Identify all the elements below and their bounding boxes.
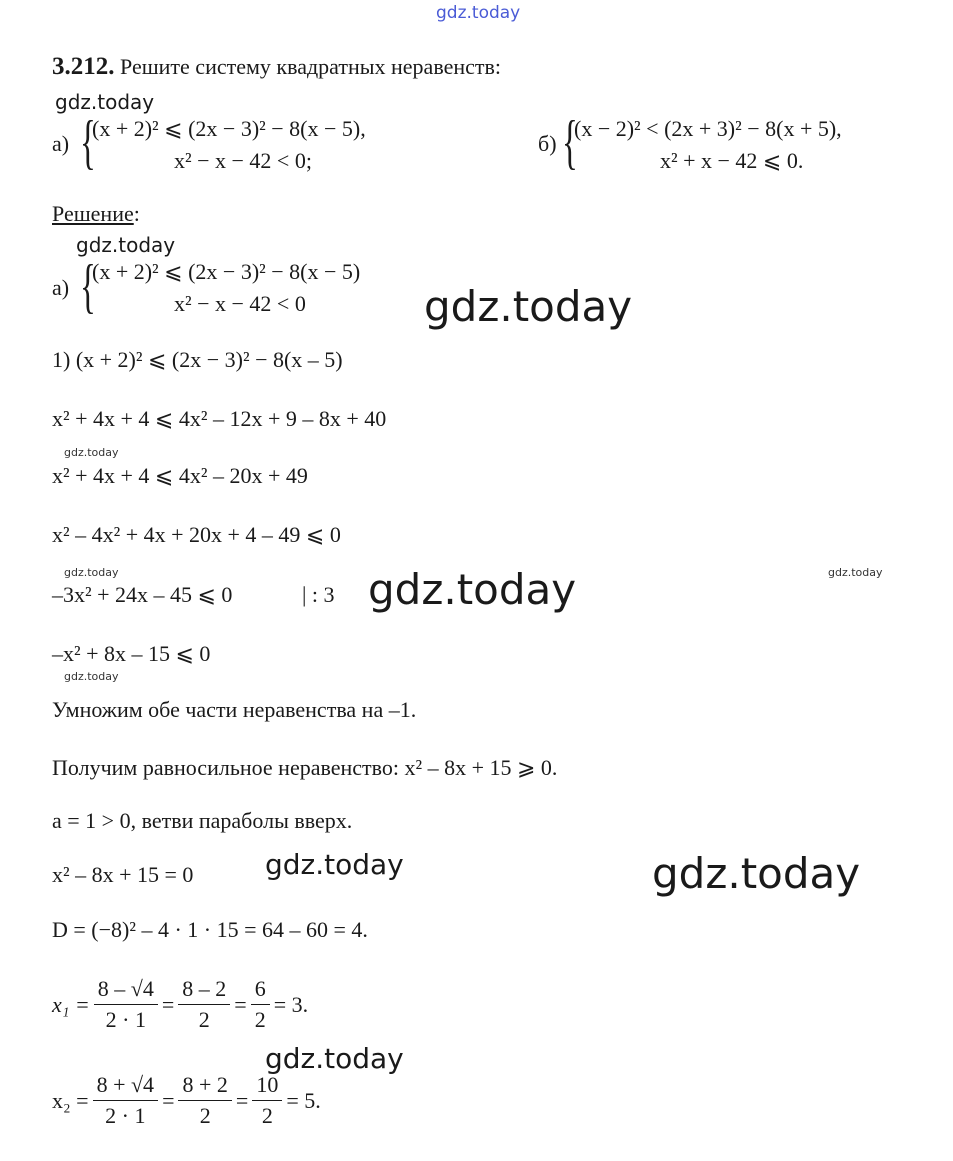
watermark: gdz.today xyxy=(64,670,119,683)
equals-sign: = xyxy=(235,1087,249,1113)
fraction xyxy=(93,1070,158,1131)
x2-result: = 5. xyxy=(286,1087,321,1113)
watermark: gdz.today xyxy=(265,848,404,881)
step-2: x² + 4x + 4 ⩽ 4x² – 12x + 9 – 8x + 40 xyxy=(52,406,387,431)
problem-statement: Решите систему квадратных неравенств: xyxy=(120,54,501,79)
watermark: gdz.today xyxy=(828,566,883,579)
step-1: 1) (x + 2)² ⩽ (2x − 3)² − 8(x – 5) xyxy=(52,347,343,372)
problem-number: 3.212. xyxy=(52,53,115,80)
watermark: gdz.today xyxy=(368,565,577,614)
x1-lhs: x₁ = xyxy=(52,991,90,1017)
solution-heading xyxy=(52,201,140,227)
system-brace: { xyxy=(80,253,96,319)
fraction xyxy=(178,1070,231,1131)
system-brace: { xyxy=(80,109,96,175)
watermark: gdz.today xyxy=(76,233,176,257)
solution-a-line2: x² − x − 42 < 0 xyxy=(174,291,306,316)
watermark: gdz.today xyxy=(652,849,861,898)
system-brace: { xyxy=(562,109,578,175)
problem-b-line1: (x − 2)² < (2x + 3)² − 8(x + 5), xyxy=(574,116,842,141)
step-9: a = 1 > 0, ветви параболы вверх. xyxy=(52,808,353,833)
x2-lhs: x₂ = xyxy=(52,1087,89,1113)
equals-sign: = xyxy=(162,1087,175,1113)
fraction-denominator: 2 xyxy=(199,1103,211,1128)
watermark: gdz.today xyxy=(64,446,119,459)
equals-sign: = xyxy=(161,991,175,1017)
fraction-numerator: 8 – √4 xyxy=(94,974,158,1005)
step-10: x² – 8x + 15 = 0 xyxy=(52,862,194,887)
step-11: D = (−8)² – 4 · 1 · 15 = 64 – 60 = 4. xyxy=(52,917,368,942)
step-4: x² – 4x² + 4x + 20x + 4 – 49 ⩽ 0 xyxy=(52,522,341,547)
fraction-denominator: 2 · 1 xyxy=(105,1103,146,1128)
root-x2 xyxy=(52,1070,321,1131)
step-5: –3x² + 24x – 45 ⩽ 0 xyxy=(52,582,233,607)
problem-a-line2: x² − x − 42 < 0; xyxy=(174,148,312,173)
solution-a-line1: (x + 2)² ⩽ (2x − 3)² − 8(x − 5) xyxy=(92,259,361,284)
solution-heading-colon: : xyxy=(133,201,140,226)
fraction xyxy=(251,974,270,1035)
problem-b-label: б) xyxy=(538,131,557,156)
solution-a-label: а) xyxy=(52,275,70,300)
fraction-denominator: 2 · 1 xyxy=(105,1007,146,1032)
equals-sign: = xyxy=(234,991,247,1017)
fraction-numerator: 6 xyxy=(251,974,270,1005)
fraction xyxy=(252,1070,282,1131)
fraction-numerator: 8 + 2 xyxy=(178,1070,231,1101)
watermark: gdz.today xyxy=(424,282,633,331)
fraction-numerator: 8 + √4 xyxy=(93,1070,158,1101)
watermark: gdz.today xyxy=(265,1042,404,1075)
problem-a-label: а) xyxy=(52,131,70,156)
x1-result: = 3. xyxy=(273,991,309,1017)
watermark-top: gdz.today xyxy=(436,3,521,23)
step-5-divide: | : 3 xyxy=(302,582,335,607)
fraction xyxy=(94,974,158,1035)
root-x1 xyxy=(52,974,308,1035)
fraction-denominator: 2 xyxy=(254,1007,266,1032)
step-8: Получим равносильное неравенство: x² – 8x + 15 ⩾ 0. xyxy=(52,755,558,780)
fraction xyxy=(178,974,230,1035)
fraction-denominator: 2 xyxy=(261,1103,273,1128)
problem-a-line1: (x + 2)² ⩽ (2x − 3)² − 8(x − 5), xyxy=(92,116,366,141)
solution-heading-text: Решение xyxy=(52,201,134,226)
fraction-denominator: 2 xyxy=(198,1007,210,1032)
problem-b-line2: x² + x − 42 ⩽ 0. xyxy=(660,148,804,173)
problem-header xyxy=(52,54,501,80)
fraction-numerator: 10 xyxy=(252,1070,282,1101)
watermark: gdz.today xyxy=(55,90,155,114)
watermark: gdz.today xyxy=(64,566,119,579)
step-6: –x² + 8x – 15 ⩽ 0 xyxy=(52,641,211,666)
step-7: Умножим обе части неравенства на –1. xyxy=(52,697,417,722)
fraction-numerator: 8 – 2 xyxy=(178,974,230,1005)
step-3: x² + 4x + 4 ⩽ 4x² – 20x + 49 xyxy=(52,463,308,488)
